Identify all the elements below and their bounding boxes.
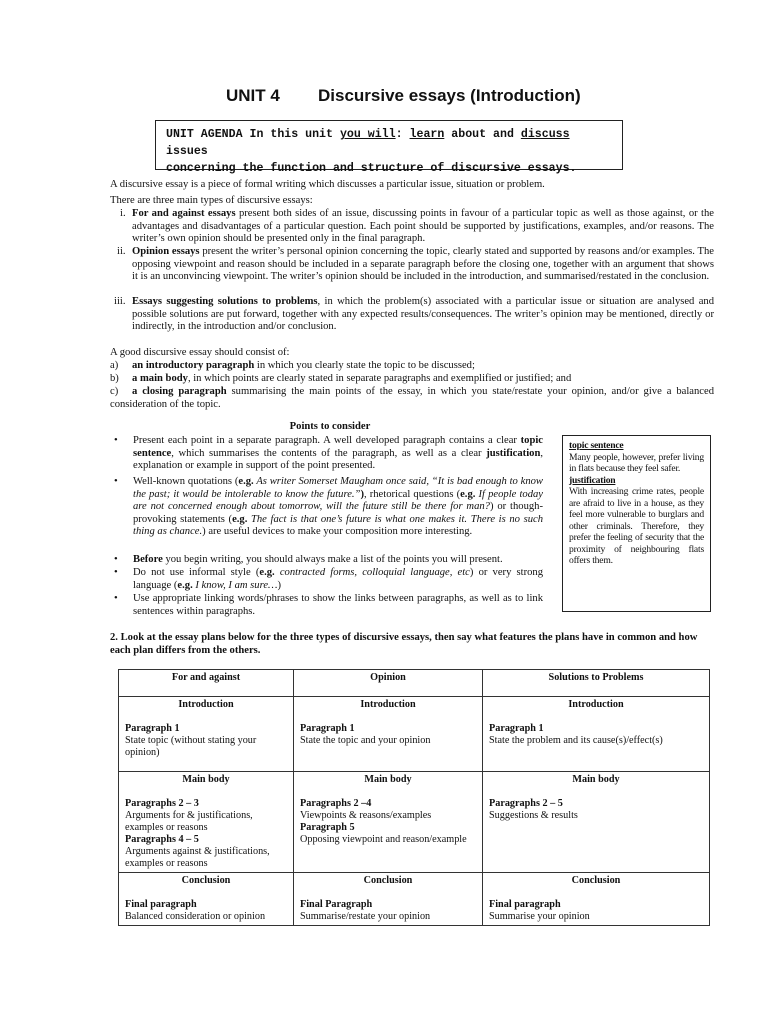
consist-letter-a: a) bbox=[110, 360, 119, 371]
section-label: Conclusion bbox=[181, 875, 231, 886]
cell-title: Paragraphs 2 – 5 bbox=[489, 798, 563, 809]
section-label: Main body bbox=[182, 774, 230, 785]
points-heading: Points to consider bbox=[289, 421, 371, 432]
agenda-text: UNIT AGENDA In this unit bbox=[166, 128, 340, 141]
topic-sentence-label bbox=[569, 440, 704, 452]
table-header: Solutions to Problems bbox=[483, 670, 710, 697]
point-italic: contracted forms, colloquial language, etc bbox=[274, 567, 470, 578]
point-bold: topic sentence bbox=[133, 435, 543, 459]
agenda-text-2: about and bbox=[444, 128, 521, 141]
point-italic: As writer Somerset Maugham once said, “It is bad enough to know the past; it would be intolerable to know the future.” bbox=[133, 476, 543, 500]
cell-text: State topic (without stating your opinion) bbox=[125, 735, 257, 758]
example-sidebox bbox=[562, 435, 711, 612]
intro-line-1: A discursive essay is a piece of formal writing which discusses a particular issue, situation or problem. bbox=[110, 179, 545, 190]
section-label: Main body bbox=[572, 774, 620, 785]
section-label: Introduction bbox=[568, 699, 624, 710]
type-number-1: i. bbox=[120, 208, 126, 219]
point-text: Well-known quotations ( bbox=[133, 476, 239, 487]
point-text: you begin writing, you should always make a list of the points you will present. bbox=[162, 554, 503, 565]
type-number-2: ii. bbox=[117, 246, 126, 257]
cell-text: Arguments for & justifications, examples or reasons bbox=[125, 810, 253, 833]
cell-text: Balanced consideration or opinion bbox=[125, 911, 266, 922]
point-item-4 bbox=[133, 567, 543, 592]
consist-item-a bbox=[132, 360, 714, 373]
intro-line-2: There are three main types of discursive essays: bbox=[110, 195, 313, 206]
topic-sentence-label-text: topic sentence bbox=[569, 440, 624, 451]
consist-text: in which you clearly state the topic to be discussed; bbox=[254, 360, 475, 371]
consist-item-b bbox=[132, 373, 714, 386]
table-cell bbox=[294, 697, 483, 772]
consist-bold: a main body bbox=[132, 373, 188, 384]
bullet-icon: • bbox=[114, 554, 118, 565]
table-cell bbox=[119, 873, 294, 926]
cell-text: Suggestions & results bbox=[489, 810, 578, 821]
table-row-introduction bbox=[119, 697, 710, 772]
agenda-text-3: issues bbox=[166, 145, 208, 158]
agenda-line-2: concerning the function and structure of discursive essays. bbox=[166, 162, 577, 175]
question-2: 2. Look at the essay plans below for the three types of discursive essays, then say what features the plans have in common and how each plan differs from the others. bbox=[110, 632, 698, 656]
point-italic: I know, I am sure… bbox=[192, 579, 278, 591]
section-label: Main body bbox=[364, 774, 412, 785]
cell-title: Paragraphs 2 –4 bbox=[300, 798, 372, 809]
section-label: Introduction bbox=[360, 699, 416, 710]
table-row-main-body bbox=[119, 772, 710, 873]
type-number-3: iii. bbox=[114, 296, 126, 307]
agenda-you-will: you will bbox=[339, 128, 396, 141]
type-text: present the writer’s personal opinion concerning the topic, clearly stated and supported by reasons and/or examples. The opposing viewpoint and reason should be included in a separate paragraph before the closing one, together with an argument that shows it is an unconvincing viewpoint. The writer’s opinion should be included in the introduction, and summarised/restated in the conclusion. bbox=[132, 246, 714, 283]
agenda-discuss: discuss bbox=[520, 128, 570, 141]
point-text: Do not use informal style ( bbox=[133, 567, 260, 578]
point-text: ) or very strong language ( bbox=[133, 567, 543, 591]
point-bold: e.g. bbox=[238, 476, 254, 487]
type-item-1 bbox=[132, 208, 714, 246]
point-bold: e.g. bbox=[177, 579, 193, 591]
table-cell bbox=[119, 772, 294, 873]
table-cell bbox=[119, 697, 294, 772]
point-text: ) are useful devices to make your composition more interesting. bbox=[202, 526, 473, 538]
point-bold: e.g. bbox=[259, 567, 275, 578]
cell-text: State the topic and your opinion bbox=[300, 735, 431, 746]
point-text: ) bbox=[277, 579, 281, 591]
cell-text: State the problem and its cause(s)/effect(s) bbox=[489, 735, 663, 746]
consist-text: summarising the main points of the essay, in which you state/restate your opinion, and/or give a balanced consideration of the topic. bbox=[110, 386, 714, 410]
section-label: Introduction bbox=[178, 699, 234, 710]
type-title: Essays suggesting solutions to problems bbox=[132, 296, 318, 307]
consist-bold: a closing paragraph bbox=[132, 386, 227, 397]
justification-label bbox=[569, 475, 704, 487]
section-label: Conclusion bbox=[571, 875, 621, 886]
bullet-icon: • bbox=[114, 593, 118, 604]
type-text: , in which the problem(s) associated with a particular issue or situation are analysed and possible solutions are put forward, together with any expected results/consequences. The writer’s opinion may be mentioned, directly or indirectly, in the introduction and/or conclusion. bbox=[132, 296, 714, 333]
table-cell bbox=[483, 873, 710, 926]
cell-title: Paragraph 1 bbox=[125, 723, 180, 734]
table-cell bbox=[294, 772, 483, 873]
table-cell bbox=[483, 697, 710, 772]
point-item-1 bbox=[133, 435, 543, 473]
cell-title: Paragraphs 2 – 3 bbox=[125, 798, 199, 809]
point-text: Present each point in a separate paragraph. A well developed paragraph contains a clear bbox=[133, 435, 521, 446]
point-bold: justification bbox=[486, 447, 541, 459]
unit-title: Discursive essays (Introduction) bbox=[318, 86, 581, 105]
consist-bold: an introductory paragraph bbox=[132, 360, 255, 371]
point-italic: The fact is that one’s future is what one makes it. There is no such thing as chance. bbox=[133, 513, 543, 538]
point-italic: If people today are not concerned enough about tomorrow, will the future still be there for man? bbox=[133, 488, 543, 513]
topic-sentence-example: Many people, however, prefer living in flats because they feel safer. bbox=[569, 451, 704, 474]
consist-heading: A good discursive essay should consist of: bbox=[110, 347, 290, 358]
type-title: For and against essays bbox=[132, 208, 236, 219]
bullet-icon: • bbox=[114, 435, 118, 446]
table-header-row bbox=[119, 670, 710, 697]
cell-title: Paragraph 5 bbox=[300, 822, 355, 833]
cell-title: Paragraph 1 bbox=[489, 723, 544, 734]
agenda-learn: learn bbox=[409, 128, 445, 141]
justification-example: With increasing crime rates, people are afraid to live in a house, as they feel more vulnerable to burglars and other criminals. Therefore, they prefer the feeling of security that the proximity of neighbouring flats offers them. bbox=[569, 486, 704, 566]
type-item-3 bbox=[132, 296, 714, 334]
consist-letter-b: b) bbox=[110, 373, 119, 384]
cell-title: Final Paragraph bbox=[300, 899, 373, 910]
point-item-5 bbox=[133, 593, 543, 618]
table-header: For and against bbox=[119, 670, 294, 697]
table-cell bbox=[294, 873, 483, 926]
point-text: ) or though-provoking statements ( bbox=[133, 501, 543, 525]
bullet-icon: • bbox=[114, 567, 118, 578]
table-header: Opinion bbox=[294, 670, 483, 697]
point-bold: e.g. bbox=[232, 513, 248, 525]
type-text: present both sides of an issue, discussing points in favour of a particular topic as well as those against, or the advantages and disadvantages of a particular question. Each point should be supported by justifications, examples, and/or reasons. The writer’s own opinion should be presented only in the final paragraph. bbox=[132, 208, 714, 245]
point-text: , which summarises the contents of the paragraph, as well as a clear bbox=[171, 447, 487, 459]
table-cell bbox=[483, 772, 710, 873]
cell-text: Summarise/restate your opinion bbox=[300, 911, 431, 922]
point-bold: e.g. bbox=[460, 488, 476, 500]
cell-title: Final paragraph bbox=[489, 899, 561, 910]
consist-item-c bbox=[110, 386, 714, 411]
bullet-icon: • bbox=[114, 476, 118, 487]
cell-title: Paragraph 1 bbox=[300, 723, 355, 734]
agenda-line-1 bbox=[166, 126, 612, 160]
cell-title: Paragraphs 4 – 5 bbox=[125, 834, 199, 845]
point-item-2 bbox=[133, 476, 543, 539]
cell-text: Opposing viewpoint and reason/example bbox=[300, 834, 467, 845]
cell-text: Viewpoints & reasons/examples bbox=[300, 810, 432, 821]
justification-label-text: justification bbox=[569, 474, 616, 486]
unit-agenda-box bbox=[155, 120, 623, 175]
point-text: Use appropriate linking words/phrases to show the links between paragraphs, as well as to link sentences within paragraphs. bbox=[133, 593, 543, 617]
type-item-2 bbox=[132, 246, 714, 284]
point-item-3 bbox=[133, 554, 543, 567]
point-bold: ) bbox=[360, 488, 364, 500]
section-label: Conclusion bbox=[363, 875, 413, 886]
type-title: Opinion essays bbox=[132, 246, 200, 257]
point-text: , explanation or example in support of the point presented. bbox=[133, 447, 543, 472]
essay-plans-table bbox=[118, 669, 710, 926]
consist-letter-c: c) bbox=[110, 386, 119, 397]
agenda-colon: : bbox=[395, 128, 410, 141]
unit-number: UNIT 4 bbox=[226, 86, 280, 105]
point-text: , rhetorical questions ( bbox=[363, 488, 461, 500]
consist-text: , in which points are clearly stated in separate paragraphs and exemplified or justified; and bbox=[187, 373, 572, 384]
cell-text: Summarise your opinion bbox=[489, 911, 590, 922]
table-row-conclusion bbox=[119, 873, 710, 926]
point-bold: Before bbox=[133, 554, 163, 565]
cell-text: Arguments against & justifications, examples or reasons bbox=[125, 846, 270, 869]
cell-title: Final paragraph bbox=[125, 899, 197, 910]
